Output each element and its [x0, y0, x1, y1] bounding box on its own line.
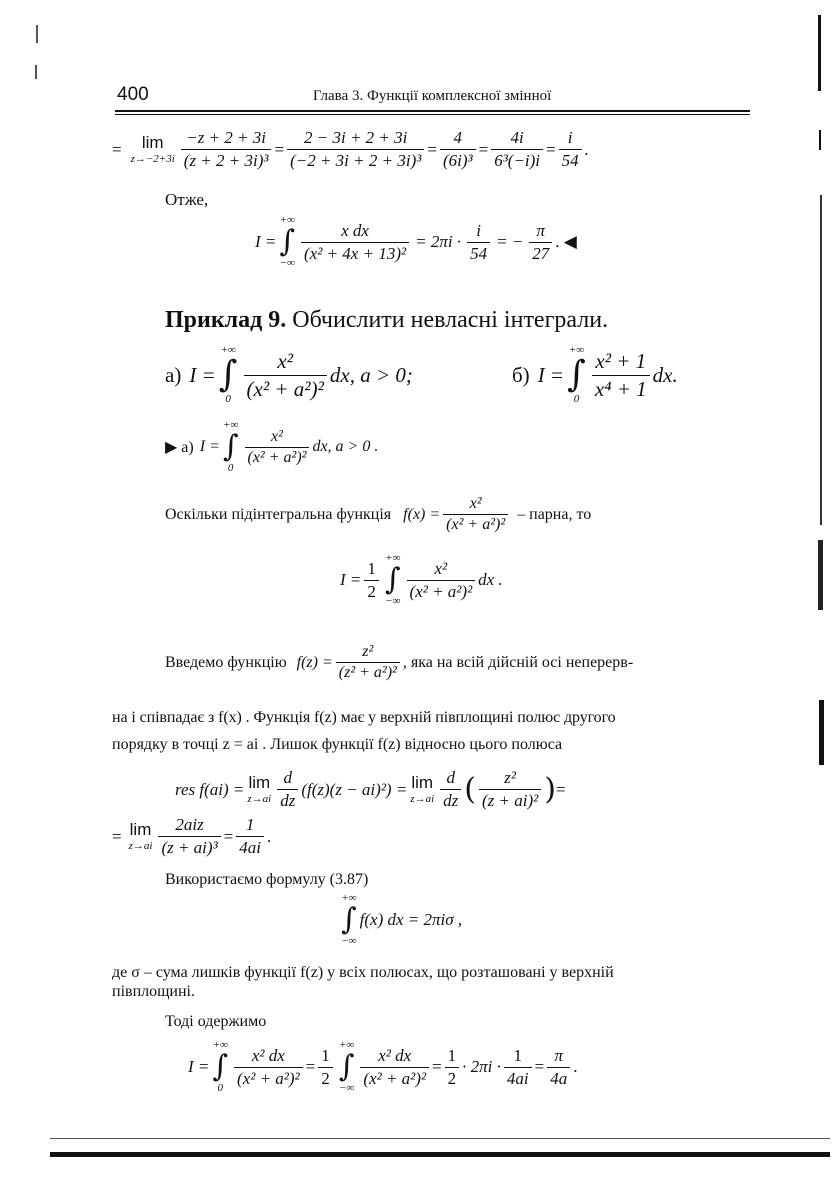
- fraction: [236, 815, 264, 858]
- numerator: d: [446, 768, 455, 787]
- numerator: 2aiz: [175, 815, 204, 834]
- denominator: 54: [559, 149, 582, 171]
- denominator: 2: [364, 580, 379, 602]
- example-title: [165, 307, 608, 334]
- example-text: Обчислити невласні інтеграли.: [292, 307, 609, 333]
- numerator: i: [476, 220, 481, 240]
- denominator: (z + ai)³: [158, 836, 220, 858]
- fraction: [301, 221, 409, 264]
- integral-symbol: ∫: [567, 354, 586, 395]
- upper-limit: +∞: [338, 1039, 355, 1051]
- numerator: −z + 2 + 3i: [186, 128, 267, 147]
- integral-sign: [339, 1040, 355, 1094]
- numerator: x²: [434, 558, 448, 578]
- denominator: dz: [277, 789, 298, 811]
- fraction: [234, 1046, 303, 1089]
- lower-limit: −∞: [279, 257, 295, 269]
- limit-operator: [129, 821, 153, 852]
- scan-edge-line: [818, 540, 823, 610]
- equals-sign: =: [555, 779, 566, 799]
- text: , яка на всій дійсній осі неперерв-: [402, 653, 634, 671]
- numerator: 4i: [510, 128, 524, 147]
- equals-sign: =: [478, 139, 489, 159]
- equals-sign: =: [534, 1057, 545, 1076]
- integral-symbol: ∫: [218, 354, 238, 395]
- top-calculation: [112, 128, 589, 171]
- equals-sign: =: [223, 826, 234, 846]
- lim-subscript: z→−2+3i: [130, 152, 175, 165]
- numerator: x² + 1: [595, 348, 647, 373]
- integral-symbol: ∫: [279, 224, 296, 259]
- running-title: Глава 3. Функції комплексної змінної: [313, 88, 552, 104]
- numerator: 1: [447, 1045, 457, 1065]
- denominator: (x² + a²)²: [245, 447, 310, 467]
- denominator: 4ai: [236, 836, 264, 858]
- numerator: x² dx: [378, 1045, 412, 1065]
- denominator: 54: [467, 242, 490, 264]
- paragraph-line: півплощині.: [112, 983, 195, 1000]
- denominator: (x² + a²)²: [244, 375, 327, 402]
- numerator: x dx: [341, 220, 369, 240]
- fraction: [529, 221, 552, 264]
- denominator: (z² + a²)²: [336, 662, 400, 682]
- intro-function-line: [165, 643, 633, 682]
- lhs: res f(ai) =: [175, 779, 245, 799]
- denominator: 6³(−i)i: [491, 149, 543, 171]
- numerator: π: [554, 1045, 563, 1065]
- upper-limit: +∞: [279, 214, 295, 226]
- residue-continued: [112, 815, 271, 858]
- fraction: [245, 428, 310, 467]
- final-result: [188, 1040, 577, 1094]
- integral-symbol: ∫: [384, 562, 401, 597]
- header-rule: [115, 110, 750, 112]
- equals-sign: =: [112, 826, 122, 846]
- function-label: f(z) =: [296, 653, 333, 671]
- fraction: [244, 349, 327, 402]
- fraction: [336, 643, 400, 682]
- denominator: (x² + a²)²: [234, 1067, 303, 1089]
- example-label: Приклад 9.: [165, 307, 287, 333]
- integral-sign: [567, 345, 586, 405]
- integral-sign: [223, 420, 239, 474]
- paren-close: ): [544, 771, 556, 807]
- lhs: I =: [188, 1057, 210, 1076]
- equals-sign: =: [432, 1057, 442, 1076]
- equals-sign: =: [274, 139, 285, 159]
- numerator: 4: [453, 128, 463, 147]
- scan-edge-mark: [36, 25, 38, 43]
- equals-sign: =: [305, 1057, 316, 1076]
- integral-sign: [219, 345, 238, 405]
- numerator: 2 − 3i + 2 + 3i: [304, 128, 408, 147]
- integral-symbol: ∫: [222, 429, 239, 464]
- example-integral-a: [165, 345, 413, 405]
- fraction: [443, 495, 508, 534]
- numerator: π: [536, 220, 546, 240]
- footer-rule-thick: [50, 1152, 830, 1157]
- lower-limit: 0: [227, 462, 234, 474]
- numerator: z²: [504, 768, 516, 787]
- fraction: [467, 221, 490, 264]
- lim-subscript: z→ai: [128, 839, 153, 852]
- scan-edge-line: [820, 195, 822, 525]
- period: .: [267, 826, 272, 846]
- numerator: x²: [469, 495, 482, 512]
- numerator: 1: [513, 1045, 522, 1065]
- integral-symbol: ∫: [212, 1049, 229, 1084]
- text: Оскільки підінтегральна функція: [165, 505, 392, 523]
- solution-a: [165, 420, 378, 474]
- denominator: dz: [440, 789, 461, 811]
- upper-limit: +∞: [385, 552, 401, 564]
- even-function-line: [165, 495, 591, 534]
- lim-text: lim: [248, 773, 271, 793]
- result-integral: [255, 215, 577, 269]
- lim-text: lim: [129, 820, 152, 840]
- tail: dx .: [478, 570, 503, 589]
- paren-open: (: [464, 771, 476, 807]
- fraction: [504, 1046, 532, 1089]
- numerator: x² dx: [251, 1045, 285, 1065]
- numerator: 1: [245, 815, 255, 834]
- lhs: I =: [199, 438, 220, 455]
- fraction: [547, 1046, 570, 1089]
- tail: dx, a > 0 .: [312, 438, 379, 455]
- derivative: [440, 768, 461, 811]
- denominator: (z + 2 + 3i)³: [181, 149, 272, 171]
- numerator: i: [567, 128, 573, 147]
- lhs: I =: [255, 232, 277, 251]
- integral-sign: [279, 215, 295, 269]
- equals-sign: =: [112, 139, 122, 159]
- integral-symbol: ∫: [338, 1049, 355, 1084]
- numerator: x²: [277, 348, 294, 373]
- derivative: [277, 768, 298, 811]
- integral-symbol: ∫: [341, 902, 357, 937]
- solution-marker: ▶ а): [165, 439, 194, 456]
- denominator: 4ai: [504, 1067, 532, 1089]
- therefore-text: Отже,: [165, 190, 209, 209]
- upper-limit: +∞: [223, 419, 239, 431]
- expression: (f(z)(z − ai)²) =: [301, 779, 408, 799]
- scan-edge-line: [819, 700, 824, 765]
- lhs: I =: [340, 570, 362, 589]
- denominator: (x² + 4x + 13)²: [301, 242, 409, 264]
- middle-expression: = −: [496, 232, 524, 251]
- half-integral: [340, 553, 503, 607]
- numerator: d: [283, 768, 293, 787]
- residue-formula: [338, 893, 462, 947]
- limit-operator: [247, 774, 271, 805]
- period: .: [584, 139, 589, 159]
- header-rule-thin: [115, 114, 750, 115]
- lim-subscript: z→ai: [410, 792, 435, 805]
- page-number: 400: [117, 84, 149, 105]
- denominator: (x² + a²)²: [360, 1067, 429, 1089]
- lower-limit: 0: [573, 393, 580, 405]
- tail: dx.: [652, 362, 678, 387]
- function-label: f(x) =: [403, 505, 441, 523]
- denominator: (6i)³: [440, 149, 476, 171]
- lower-limit: −∞: [338, 1082, 355, 1094]
- lim-text: lim: [411, 773, 434, 793]
- denominator: 4a: [547, 1067, 570, 1089]
- residue-computation: [175, 768, 566, 811]
- footer-rule-thin: [50, 1138, 830, 1139]
- lim-text: lim: [141, 133, 164, 153]
- equals-sign: =: [546, 139, 556, 159]
- lower-limit: 0: [217, 1082, 223, 1094]
- denominator: 27: [529, 242, 552, 264]
- example-integral-b: [512, 345, 678, 405]
- fraction: [181, 128, 272, 171]
- upper-limit: +∞: [568, 344, 585, 356]
- lower-limit: −∞: [341, 935, 357, 947]
- middle-expression: · 2πi ·: [462, 1057, 501, 1076]
- upper-limit: +∞: [220, 344, 236, 356]
- scan-edge-line: [819, 130, 821, 150]
- denominator: 2: [445, 1067, 460, 1089]
- lim-subscript: z→ai: [247, 792, 272, 805]
- scan-edge-mark: [35, 65, 37, 79]
- lower-limit: −∞: [385, 595, 401, 607]
- numerator: 1: [321, 1045, 330, 1065]
- paragraph-line: порядку в точці z = ai . Лишок функції f(z) відносно цього полюса: [112, 736, 563, 753]
- limit-operator: [131, 134, 175, 165]
- upper-limit: +∞: [341, 892, 357, 904]
- item-label: б): [512, 362, 530, 387]
- equals-sign: =: [427, 139, 437, 159]
- numerator: x²: [271, 427, 283, 445]
- fraction: [479, 768, 541, 811]
- fraction: [592, 349, 650, 402]
- denominator: 2: [318, 1067, 333, 1089]
- lhs: I =: [189, 362, 216, 387]
- fraction: [360, 1046, 429, 1089]
- lower-limit: 0: [225, 393, 231, 405]
- integral-sign: [385, 553, 401, 607]
- scan-edge-line: [818, 15, 821, 91]
- formula-body: f(x) dx = 2πiσ ,: [359, 910, 463, 929]
- integral-sign: [212, 1040, 228, 1094]
- denominator: (x² + a²)²: [407, 580, 476, 602]
- paragraph-line: де σ – сума лишків функції f(z) у всіх полюсах, що розташовані у верхній: [112, 964, 614, 981]
- denominator: (x² + a²)²: [443, 514, 508, 534]
- fraction: [287, 128, 424, 171]
- text: – парна, то: [517, 505, 592, 523]
- integral-sign: [341, 893, 357, 947]
- then-text: Тоді одержимо: [165, 1013, 267, 1030]
- period: .: [573, 1057, 578, 1076]
- fraction: [364, 559, 379, 602]
- upper-limit: +∞: [212, 1039, 228, 1051]
- limit-operator: [410, 774, 434, 805]
- fraction: [445, 1046, 460, 1089]
- lhs: I =: [537, 362, 565, 387]
- fraction: [440, 128, 476, 171]
- numerator: z²: [362, 643, 374, 660]
- text: Введемо функцію: [165, 653, 287, 671]
- denominator: (z + ai)²: [479, 789, 541, 811]
- middle-expression: = 2πi ·: [415, 232, 462, 251]
- item-label: а): [165, 362, 182, 387]
- end-marker: . ◀: [555, 232, 577, 251]
- denominator: (−2 + 3i + 2 + 3i)³: [287, 149, 424, 171]
- fraction: [407, 559, 476, 602]
- fraction: [559, 128, 582, 171]
- fraction: [158, 815, 220, 858]
- numerator: 1: [367, 558, 376, 578]
- fraction: [318, 1046, 333, 1089]
- fraction: [491, 128, 543, 171]
- paragraph-line: на і співпадає з f(x) . Функція f(z) має у верхній півплощині полюс другого: [112, 709, 616, 726]
- formula-intro: Використаємо формулу (3.87): [165, 871, 369, 888]
- tail: dx, a > 0;: [329, 362, 413, 387]
- denominator: x⁴ + 1: [592, 375, 650, 402]
